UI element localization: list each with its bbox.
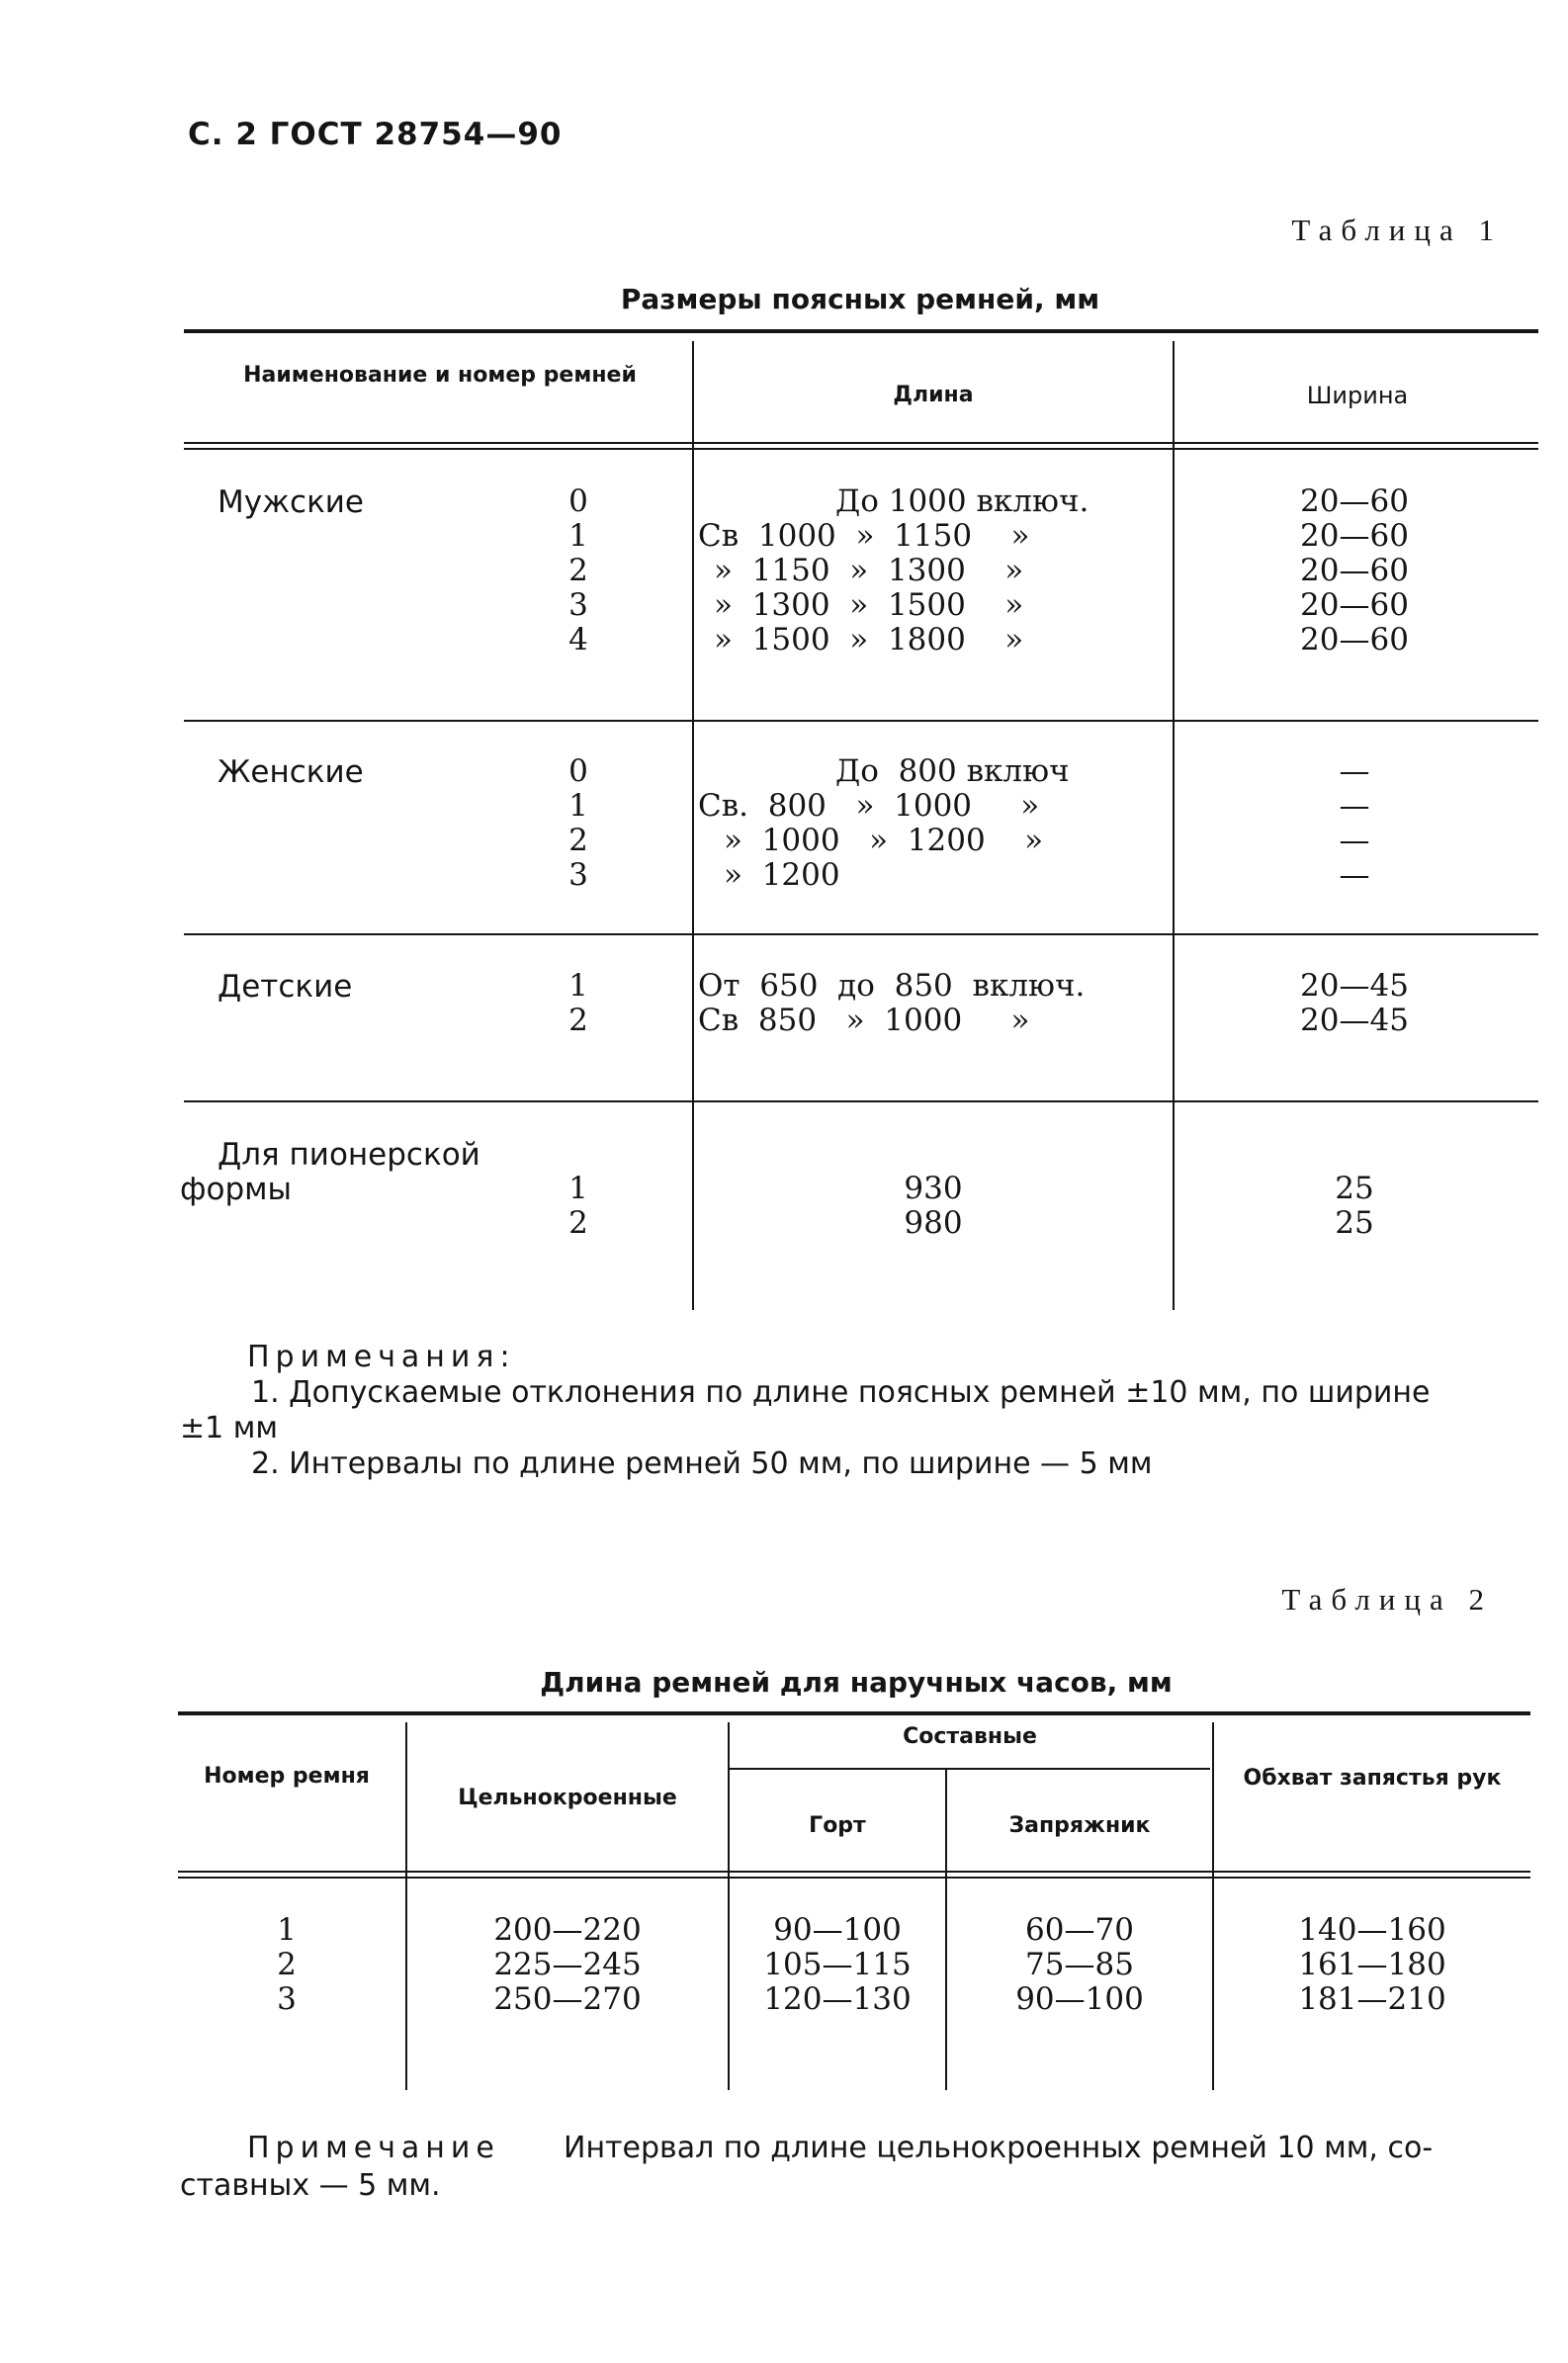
t2-row2-wrist: 161—180 [1298, 1947, 1446, 1982]
t2-row1-gort: 90—100 [773, 1912, 902, 1948]
pioneer-width: 25 [1335, 1205, 1374, 1241]
women-length: » 1000 » 1200 » [724, 823, 1044, 858]
women-length: Св. 800 » 1000 » [698, 788, 1040, 824]
pioneer-length: 980 [904, 1205, 963, 1241]
children-length: Св 850 » 1000 » [698, 1003, 1030, 1038]
table2-header-zapr: Запряжник [1008, 1813, 1151, 1838]
table1-vline-2 [1173, 341, 1175, 1310]
women-length: До 800 включ [835, 753, 1070, 789]
table1-top-rule [184, 329, 1538, 333]
table2-header-gort: Горт [809, 1813, 866, 1838]
women-width: — [1339, 857, 1370, 893]
women-number: 3 [568, 857, 588, 893]
group-children-name: Детские [218, 969, 353, 1005]
group-pioneer-name-line1: Для пионерской [218, 1137, 480, 1173]
men-number: 0 [568, 483, 588, 519]
table2-composite-rule [730, 1768, 1210, 1770]
group-pioneer-name-line2: формы [180, 1172, 293, 1207]
women-number: 2 [568, 823, 588, 858]
children-width: 20—45 [1300, 968, 1409, 1004]
table1-note2: 2. Интервалы по длине ремней 50 мм, по ширине — 5 мм [251, 1446, 1153, 1481]
t2-row2-number: 2 [277, 1947, 297, 1982]
table1-note1-line2: ±1 мм [180, 1411, 279, 1445]
group-women-name: Женские [218, 754, 364, 790]
table2-vline-1 [405, 1722, 407, 2090]
men-length: До 1000 включ. [835, 483, 1089, 519]
table2-label: Таблица 2 [1281, 1582, 1493, 1617]
page-header: С. 2 ГОСТ 28754—90 [188, 117, 563, 152]
men-length: Св 1000 » 1150 » [698, 518, 1030, 554]
table1-title: Размеры поясных ремней, мм [620, 283, 1100, 315]
table2-header-rule-a [178, 1871, 1530, 1873]
table1-header-length: Длина [893, 383, 974, 407]
men-number: 3 [568, 587, 588, 623]
table2-title: Длина ремней для наручных часов, мм [540, 1666, 1173, 1699]
women-number: 1 [568, 788, 588, 824]
pioneer-number: 2 [568, 1205, 588, 1241]
children-number: 1 [568, 968, 588, 1004]
t2-row3-wrist: 181—210 [1298, 1981, 1446, 2017]
table1-header-name: Наименование и номер ремней [243, 363, 637, 388]
t2-row2-solid: 225—245 [493, 1947, 642, 1982]
group-men-name: Мужские [218, 484, 365, 520]
table1-vline-1 [692, 341, 694, 1310]
table1-header-width: Ширина [1306, 382, 1409, 409]
table1-group-rule-1 [184, 720, 1538, 722]
t2-row1-zapr: 60—70 [1025, 1912, 1134, 1948]
table2-header-wrist: Обхват запястья рук [1243, 1766, 1502, 1791]
women-length: » 1200 [724, 857, 840, 893]
t2-row3-solid: 250—270 [493, 1981, 642, 2017]
t2-row1-number: 1 [277, 1912, 297, 1948]
table1-group-rule-2 [184, 933, 1538, 935]
men-width: 20—60 [1300, 587, 1409, 623]
table2-note-line2: ставных — 5 мм. [180, 2168, 441, 2203]
table2-header-rule-b [178, 1877, 1530, 1879]
women-width: — [1339, 753, 1370, 789]
table2-header-number: Номер ремня [204, 1764, 370, 1789]
pioneer-number: 1 [568, 1171, 588, 1206]
women-number: 0 [568, 753, 588, 789]
women-width: — [1339, 788, 1370, 824]
men-number: 2 [568, 553, 588, 588]
t2-row3-zapr: 90—100 [1015, 1981, 1144, 2017]
table2-header-solid: Цельнокроенные [458, 1786, 677, 1810]
men-width: 20—60 [1300, 622, 1409, 657]
children-width: 20—45 [1300, 1003, 1409, 1038]
table2-header-composite: Составные [903, 1724, 1037, 1749]
t2-row1-wrist: 140—160 [1298, 1912, 1446, 1948]
table1-header-rule-b [184, 448, 1538, 450]
men-length: » 1150 » 1300 » [714, 553, 1024, 588]
pioneer-length: 930 [904, 1171, 963, 1206]
table2-vline-2 [728, 1722, 730, 2090]
children-number: 2 [568, 1003, 588, 1038]
men-length: » 1500 » 1800 » [714, 622, 1024, 657]
table1-note1-line1: 1. Допускаемые отклонения по длине поясных ремней ±10 мм, по ширине [251, 1375, 1431, 1410]
pioneer-width: 25 [1335, 1171, 1374, 1206]
table1-group-rule-3 [184, 1100, 1538, 1102]
table2-top-rule [178, 1711, 1530, 1715]
men-width: 20—60 [1300, 518, 1409, 554]
table2-note-line1: Интервал по длине цельнокроенных ремней 10 мм, со- [564, 2131, 1434, 2165]
t2-row2-zapr: 75—85 [1025, 1947, 1134, 1982]
table1-header-rule-a [184, 442, 1538, 444]
children-length: От 650 до 850 включ. [698, 968, 1086, 1004]
men-length: » 1300 » 1500 » [714, 587, 1024, 623]
women-width: — [1339, 823, 1370, 858]
men-width: 20—60 [1300, 553, 1409, 588]
men-width: 20—60 [1300, 483, 1409, 519]
men-number: 1 [568, 518, 588, 554]
t2-row1-solid: 200—220 [493, 1912, 642, 1948]
t2-row3-gort: 120—130 [763, 1981, 912, 2017]
t2-row3-number: 3 [277, 1981, 297, 2017]
t2-row2-gort: 105—115 [763, 1947, 912, 1982]
men-number: 4 [568, 622, 588, 657]
table1-label: Таблица 1 [1291, 213, 1503, 247]
table1-notes-title: Примечания: [247, 1340, 516, 1374]
table2-note-title: Примечание [247, 2131, 500, 2165]
